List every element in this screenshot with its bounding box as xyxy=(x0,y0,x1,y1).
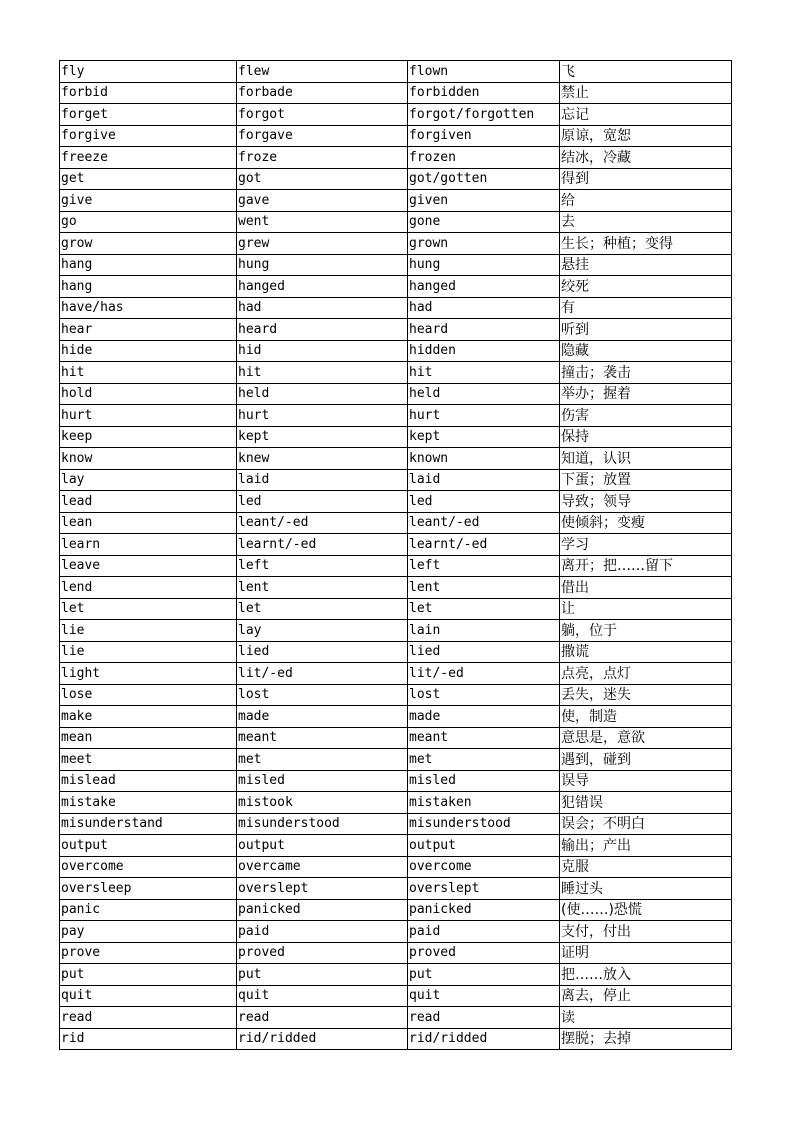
meaning-cell: 绞死 xyxy=(560,276,732,298)
meaning-cell: 保持 xyxy=(560,426,732,448)
past-tense-cell: lay xyxy=(237,620,408,642)
table-row xyxy=(60,749,732,771)
meaning-cell: 学习 xyxy=(560,534,732,556)
meaning-cell: 克服 xyxy=(560,856,732,878)
past-participle-cell: forgiven xyxy=(408,125,560,147)
past-participle-cell: had xyxy=(408,297,560,319)
base-form-cell: hurt xyxy=(60,405,237,427)
past-tense-cell: gave xyxy=(237,190,408,212)
table-row xyxy=(60,899,732,921)
base-form-cell: hear xyxy=(60,319,237,341)
table-row xyxy=(60,147,732,169)
past-participle-cell: quit xyxy=(408,985,560,1007)
past-tense-cell: flew xyxy=(237,61,408,83)
past-tense-cell: knew xyxy=(237,448,408,470)
past-participle-cell: hidden xyxy=(408,340,560,362)
past-participle-cell: made xyxy=(408,706,560,728)
past-tense-cell: panicked xyxy=(237,899,408,921)
table-row xyxy=(60,340,732,362)
meaning-cell: 撒谎 xyxy=(560,641,732,663)
past-participle-cell: paid xyxy=(408,921,560,943)
table-row xyxy=(60,469,732,491)
past-tense-cell: lit/-ed xyxy=(237,663,408,685)
meaning-cell: 隐藏 xyxy=(560,340,732,362)
past-tense-cell: overcame xyxy=(237,856,408,878)
base-form-cell: panic xyxy=(60,899,237,921)
past-tense-cell: let xyxy=(237,598,408,620)
past-participle-cell: gone xyxy=(408,211,560,233)
base-form-cell: lie xyxy=(60,641,237,663)
past-tense-cell: quit xyxy=(237,985,408,1007)
past-participle-cell: misled xyxy=(408,770,560,792)
past-participle-cell: overcome xyxy=(408,856,560,878)
past-participle-cell: lain xyxy=(408,620,560,642)
base-form-cell: hide xyxy=(60,340,237,362)
meaning-cell: 点亮，点灯 xyxy=(560,663,732,685)
table-row xyxy=(60,534,732,556)
base-form-cell: forget xyxy=(60,104,237,126)
past-tense-cell: went xyxy=(237,211,408,233)
meaning-cell: 误会；不明白 xyxy=(560,813,732,835)
past-tense-cell: kept xyxy=(237,426,408,448)
table-row xyxy=(60,125,732,147)
past-tense-cell: heard xyxy=(237,319,408,341)
base-form-cell: hold xyxy=(60,383,237,405)
base-form-cell: get xyxy=(60,168,237,190)
base-form-cell: oversleep xyxy=(60,878,237,900)
past-participle-cell: panicked xyxy=(408,899,560,921)
table-row xyxy=(60,61,732,83)
past-participle-cell: got/gotten xyxy=(408,168,560,190)
base-form-cell: have/has xyxy=(60,297,237,319)
past-tense-cell: hit xyxy=(237,362,408,384)
past-tense-cell: hung xyxy=(237,254,408,276)
meaning-cell: 离去，停止 xyxy=(560,985,732,1007)
past-participle-cell: hurt xyxy=(408,405,560,427)
past-tense-cell: hanged xyxy=(237,276,408,298)
past-participle-cell: known xyxy=(408,448,560,470)
base-form-cell: freeze xyxy=(60,147,237,169)
base-form-cell: know xyxy=(60,448,237,470)
table-row xyxy=(60,168,732,190)
base-form-cell: mislead xyxy=(60,770,237,792)
past-participle-cell: lost xyxy=(408,684,560,706)
base-form-cell: light xyxy=(60,663,237,685)
past-tense-cell: hid xyxy=(237,340,408,362)
meaning-cell: 使倾斜；变瘦 xyxy=(560,512,732,534)
meaning-cell: 躺，位于 xyxy=(560,620,732,642)
meaning-cell: 离开；把……留下 xyxy=(560,555,732,577)
table-row xyxy=(60,620,732,642)
past-tense-cell: misunderstood xyxy=(237,813,408,835)
table-row xyxy=(60,362,732,384)
past-tense-cell: mistook xyxy=(237,792,408,814)
table-row xyxy=(60,190,732,212)
table-row xyxy=(60,727,732,749)
past-participle-cell: flown xyxy=(408,61,560,83)
meaning-cell: 输出；产出 xyxy=(560,835,732,857)
past-participle-cell: grown xyxy=(408,233,560,255)
table-row xyxy=(60,921,732,943)
base-form-cell: put xyxy=(60,964,237,986)
past-tense-cell: learnt/-ed xyxy=(237,534,408,556)
past-tense-cell: output xyxy=(237,835,408,857)
table-row xyxy=(60,942,732,964)
base-form-cell: overcome xyxy=(60,856,237,878)
past-tense-cell: lent xyxy=(237,577,408,599)
meaning-cell: 举办；握着 xyxy=(560,383,732,405)
table-row xyxy=(60,297,732,319)
meaning-cell: 意思是，意欲 xyxy=(560,727,732,749)
past-tense-cell: made xyxy=(237,706,408,728)
past-participle-cell: read xyxy=(408,1007,560,1029)
base-form-cell: lose xyxy=(60,684,237,706)
base-form-cell: give xyxy=(60,190,237,212)
past-participle-cell: lit/-ed xyxy=(408,663,560,685)
base-form-cell: go xyxy=(60,211,237,233)
base-form-cell: lay xyxy=(60,469,237,491)
table-row xyxy=(60,598,732,620)
table-row xyxy=(60,813,732,835)
base-form-cell: hang xyxy=(60,276,237,298)
past-tense-cell: held xyxy=(237,383,408,405)
past-participle-cell: hit xyxy=(408,362,560,384)
meaning-cell: 误导 xyxy=(560,770,732,792)
past-participle-cell: leant/-ed xyxy=(408,512,560,534)
meaning-cell: 遇到，碰到 xyxy=(560,749,732,771)
base-form-cell: read xyxy=(60,1007,237,1029)
meaning-cell: (使……)恐慌 xyxy=(560,899,732,921)
meaning-cell: 伤害 xyxy=(560,405,732,427)
table-row xyxy=(60,383,732,405)
past-tense-cell: grew xyxy=(237,233,408,255)
table-row xyxy=(60,491,732,513)
past-tense-cell: misled xyxy=(237,770,408,792)
past-participle-cell: hanged xyxy=(408,276,560,298)
meaning-cell: 飞 xyxy=(560,61,732,83)
past-participle-cell: overslept xyxy=(408,878,560,900)
meaning-cell: 摆脱；去掉 xyxy=(560,1028,732,1050)
meaning-cell: 证明 xyxy=(560,942,732,964)
meaning-cell: 结冰，冷藏 xyxy=(560,147,732,169)
table-row xyxy=(60,254,732,276)
table-row xyxy=(60,104,732,126)
table-row xyxy=(60,211,732,233)
base-form-cell: mistake xyxy=(60,792,237,814)
meaning-cell: 撞击；袭击 xyxy=(560,362,732,384)
past-participle-cell: led xyxy=(408,491,560,513)
past-tense-cell: leant/-ed xyxy=(237,512,408,534)
meaning-cell: 让 xyxy=(560,598,732,620)
base-form-cell: misunderstand xyxy=(60,813,237,835)
past-tense-cell: got xyxy=(237,168,408,190)
table-row xyxy=(60,792,732,814)
past-tense-cell: forbade xyxy=(237,82,408,104)
base-form-cell: forgive xyxy=(60,125,237,147)
meaning-cell: 去 xyxy=(560,211,732,233)
table-row xyxy=(60,405,732,427)
base-form-cell: grow xyxy=(60,233,237,255)
past-participle-cell: held xyxy=(408,383,560,405)
base-form-cell: rid xyxy=(60,1028,237,1050)
base-form-cell: pay xyxy=(60,921,237,943)
base-form-cell: prove xyxy=(60,942,237,964)
base-form-cell: quit xyxy=(60,985,237,1007)
past-participle-cell: frozen xyxy=(408,147,560,169)
past-participle-cell: laid xyxy=(408,469,560,491)
base-form-cell: keep xyxy=(60,426,237,448)
past-participle-cell: forbidden xyxy=(408,82,560,104)
meaning-cell: 知道，认识 xyxy=(560,448,732,470)
meaning-cell: 读 xyxy=(560,1007,732,1029)
table-row xyxy=(60,82,732,104)
meaning-cell: 支付，付出 xyxy=(560,921,732,943)
past-tense-cell: laid xyxy=(237,469,408,491)
table-row xyxy=(60,512,732,534)
meaning-cell: 把……放入 xyxy=(560,964,732,986)
past-participle-cell: proved xyxy=(408,942,560,964)
base-form-cell: hit xyxy=(60,362,237,384)
past-participle-cell: mistaken xyxy=(408,792,560,814)
verb-table-body xyxy=(60,61,732,1050)
past-tense-cell: met xyxy=(237,749,408,771)
base-form-cell: forbid xyxy=(60,82,237,104)
base-form-cell: lead xyxy=(60,491,237,513)
table-row xyxy=(60,1007,732,1029)
past-participle-cell: forgot/forgotten xyxy=(408,104,560,126)
meaning-cell: 下蛋；放置 xyxy=(560,469,732,491)
past-tense-cell: forgave xyxy=(237,125,408,147)
meaning-cell: 悬挂 xyxy=(560,254,732,276)
past-participle-cell: misunderstood xyxy=(408,813,560,835)
past-participle-cell: given xyxy=(408,190,560,212)
base-form-cell: fly xyxy=(60,61,237,83)
meaning-cell: 忘记 xyxy=(560,104,732,126)
base-form-cell: hang xyxy=(60,254,237,276)
meaning-cell: 借出 xyxy=(560,577,732,599)
past-tense-cell: overslept xyxy=(237,878,408,900)
meaning-cell: 得到 xyxy=(560,168,732,190)
past-tense-cell: rid/ridded xyxy=(237,1028,408,1050)
table-row xyxy=(60,856,732,878)
past-participle-cell: lied xyxy=(408,641,560,663)
base-form-cell: let xyxy=(60,598,237,620)
past-tense-cell: left xyxy=(237,555,408,577)
table-row xyxy=(60,555,732,577)
table-row xyxy=(60,426,732,448)
base-form-cell: output xyxy=(60,835,237,857)
past-tense-cell: proved xyxy=(237,942,408,964)
past-participle-cell: heard xyxy=(408,319,560,341)
meaning-cell: 使，制造 xyxy=(560,706,732,728)
past-participle-cell: meant xyxy=(408,727,560,749)
table-row xyxy=(60,577,732,599)
table-row xyxy=(60,684,732,706)
meaning-cell: 听到 xyxy=(560,319,732,341)
table-row xyxy=(60,1028,732,1050)
table-row xyxy=(60,233,732,255)
base-form-cell: lie xyxy=(60,620,237,642)
table-row xyxy=(60,319,732,341)
past-participle-cell: put xyxy=(408,964,560,986)
past-tense-cell: froze xyxy=(237,147,408,169)
past-participle-cell: kept xyxy=(408,426,560,448)
past-tense-cell: lost xyxy=(237,684,408,706)
table-row xyxy=(60,964,732,986)
past-tense-cell: read xyxy=(237,1007,408,1029)
past-tense-cell: had xyxy=(237,297,408,319)
table-row xyxy=(60,835,732,857)
table-row xyxy=(60,448,732,470)
past-tense-cell: meant xyxy=(237,727,408,749)
past-participle-cell: left xyxy=(408,555,560,577)
base-form-cell: make xyxy=(60,706,237,728)
past-participle-cell: hung xyxy=(408,254,560,276)
meaning-cell: 丢失，迷失 xyxy=(560,684,732,706)
past-tense-cell: paid xyxy=(237,921,408,943)
meaning-cell: 犯错误 xyxy=(560,792,732,814)
table-row xyxy=(60,706,732,728)
base-form-cell: mean xyxy=(60,727,237,749)
table-row xyxy=(60,878,732,900)
table-row xyxy=(60,985,732,1007)
past-participle-cell: output xyxy=(408,835,560,857)
meaning-cell: 生长；种植；变得 xyxy=(560,233,732,255)
base-form-cell: learn xyxy=(60,534,237,556)
table-row xyxy=(60,276,732,298)
meaning-cell: 给 xyxy=(560,190,732,212)
base-form-cell: meet xyxy=(60,749,237,771)
meaning-cell: 原谅，宽恕 xyxy=(560,125,732,147)
past-tense-cell: led xyxy=(237,491,408,513)
meaning-cell: 导致；领导 xyxy=(560,491,732,513)
base-form-cell: leave xyxy=(60,555,237,577)
past-tense-cell: forgot xyxy=(237,104,408,126)
base-form-cell: lean xyxy=(60,512,237,534)
irregular-verb-table xyxy=(59,60,732,1050)
past-participle-cell: learnt/-ed xyxy=(408,534,560,556)
table-row xyxy=(60,770,732,792)
past-participle-cell: lent xyxy=(408,577,560,599)
past-tense-cell: hurt xyxy=(237,405,408,427)
past-participle-cell: rid/ridded xyxy=(408,1028,560,1050)
past-tense-cell: lied xyxy=(237,641,408,663)
past-participle-cell: met xyxy=(408,749,560,771)
past-tense-cell: put xyxy=(237,964,408,986)
meaning-cell: 有 xyxy=(560,297,732,319)
meaning-cell: 睡过头 xyxy=(560,878,732,900)
past-participle-cell: let xyxy=(408,598,560,620)
table-row xyxy=(60,641,732,663)
base-form-cell: lend xyxy=(60,577,237,599)
meaning-cell: 禁止 xyxy=(560,82,732,104)
table-row xyxy=(60,663,732,685)
